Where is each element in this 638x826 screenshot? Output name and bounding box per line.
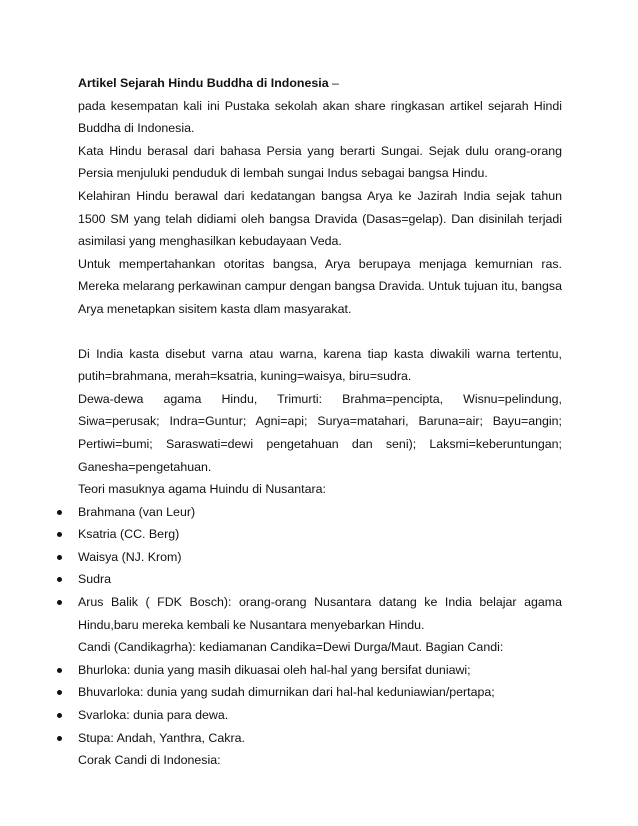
article-title: Artikel Sejarah Hindu Buddha di Indonesia <box>78 76 329 90</box>
paragraph-gods: Dewa-dewa agama Hindu, Trimurti: Brahma=pencipta, Wisnu=pelindung, Siwa=perusak; Indra=Guntur; Agni=api; Surya=matahari, Baruna=air; Bayu=angin; Pertiwi=bumi; Saraswati=dewi pengetahuan dan seni); Laksmi=keberuntungan; Ganesha=pengetahuan. <box>78 391 562 474</box>
list-item: Svarloka: dunia para dewa. <box>78 704 562 727</box>
candi-parts-list <box>78 659 562 749</box>
list-item: Ksatria (CC. Berg) <box>78 523 562 546</box>
article-title-dash: – <box>328 76 339 90</box>
paragraph-caste-system: Untuk mempertahankan otoritas bangsa, Arya berupaya menjaga kemurnian ras. Mereka melarang perkawinan campur dengan bangsa Dravida. Untuk tujuan itu, bangsa Arya menetapkan sisitem kasta dlam masyarakat. <box>78 256 562 316</box>
list-item: Stupa: Andah, Yanthra, Cakra. <box>78 727 562 750</box>
list-item: Arus Balik ( FDK Bosch): orang-orang Nusantara datang ke India belajar agama Hindu,baru mereka kembali ke Nusantara menyebarkan Hindu. <box>78 591 562 636</box>
bullet-icon <box>57 510 62 515</box>
paragraph-corak-candi: Corak Candi di Indonesia: <box>78 753 221 768</box>
list-item: Bhurloka: dunia yang masih dikuasai oleh hal-hal yang bersifat duniawi; <box>78 659 562 682</box>
paragraph-theories-heading: Teori masuknya agama Huindu di Nusantara: <box>78 482 326 497</box>
intro-paragraph: pada kesempatan kali ini Pustaka sekolah akan share ringkasan artikel sejarah Hindi Buddha di Indonesia. <box>78 98 562 136</box>
paragraph-arya-arrival: Kelahiran Hindu berawal dari kedatangan bangsa Arya ke Jazirah India sejak tahun 1500 SM yang telah didiami oleh bangsa Dravida (Dasas=gelap). Dan disinilah terjadi asimilasi yang menghasilkan kebudayaan Veda. <box>78 188 562 249</box>
paragraph-varna: Di India kasta disebut varna atau warna, karena tiap kasta diwakili warna tertentu, putih=brahmana, merah=ksatria, kuning=waisya, biru=sudra. <box>78 346 562 384</box>
bullet-icon <box>57 713 62 718</box>
bullet-icon <box>57 577 62 582</box>
bullet-icon <box>57 555 62 560</box>
list-item: Bhuvarloka: dunia yang sudah dimurnikan dari hal-hal keduniawian/pertapa; <box>78 681 562 704</box>
article-body <box>78 72 562 772</box>
article-title-line <box>78 72 562 95</box>
list-item: Brahmana (van Leur) <box>78 501 562 524</box>
list-item: Sudra <box>78 568 562 591</box>
bullet-icon <box>57 532 62 537</box>
bullet-icon <box>57 736 62 741</box>
paragraph-candi: Candi (Candikagrha): kediamanan Candika=Dewi Durga/Maut. Bagian Candi: <box>78 640 504 655</box>
theories-list <box>78 501 562 637</box>
bullet-icon <box>57 600 62 605</box>
list-item: Waisya (NJ. Krom) <box>78 546 562 569</box>
bullet-icon <box>57 668 62 673</box>
bullet-icon <box>57 690 62 695</box>
paragraph-gap <box>78 321 562 343</box>
paragraph-hindu-origin: Kata Hindu berasal dari bahasa Persia yang berarti Sungai. Sejak dulu orang-orang Persia menjuluki penduduk di lembah sungai Indus sebagai bangsa Hindu. <box>78 143 562 181</box>
